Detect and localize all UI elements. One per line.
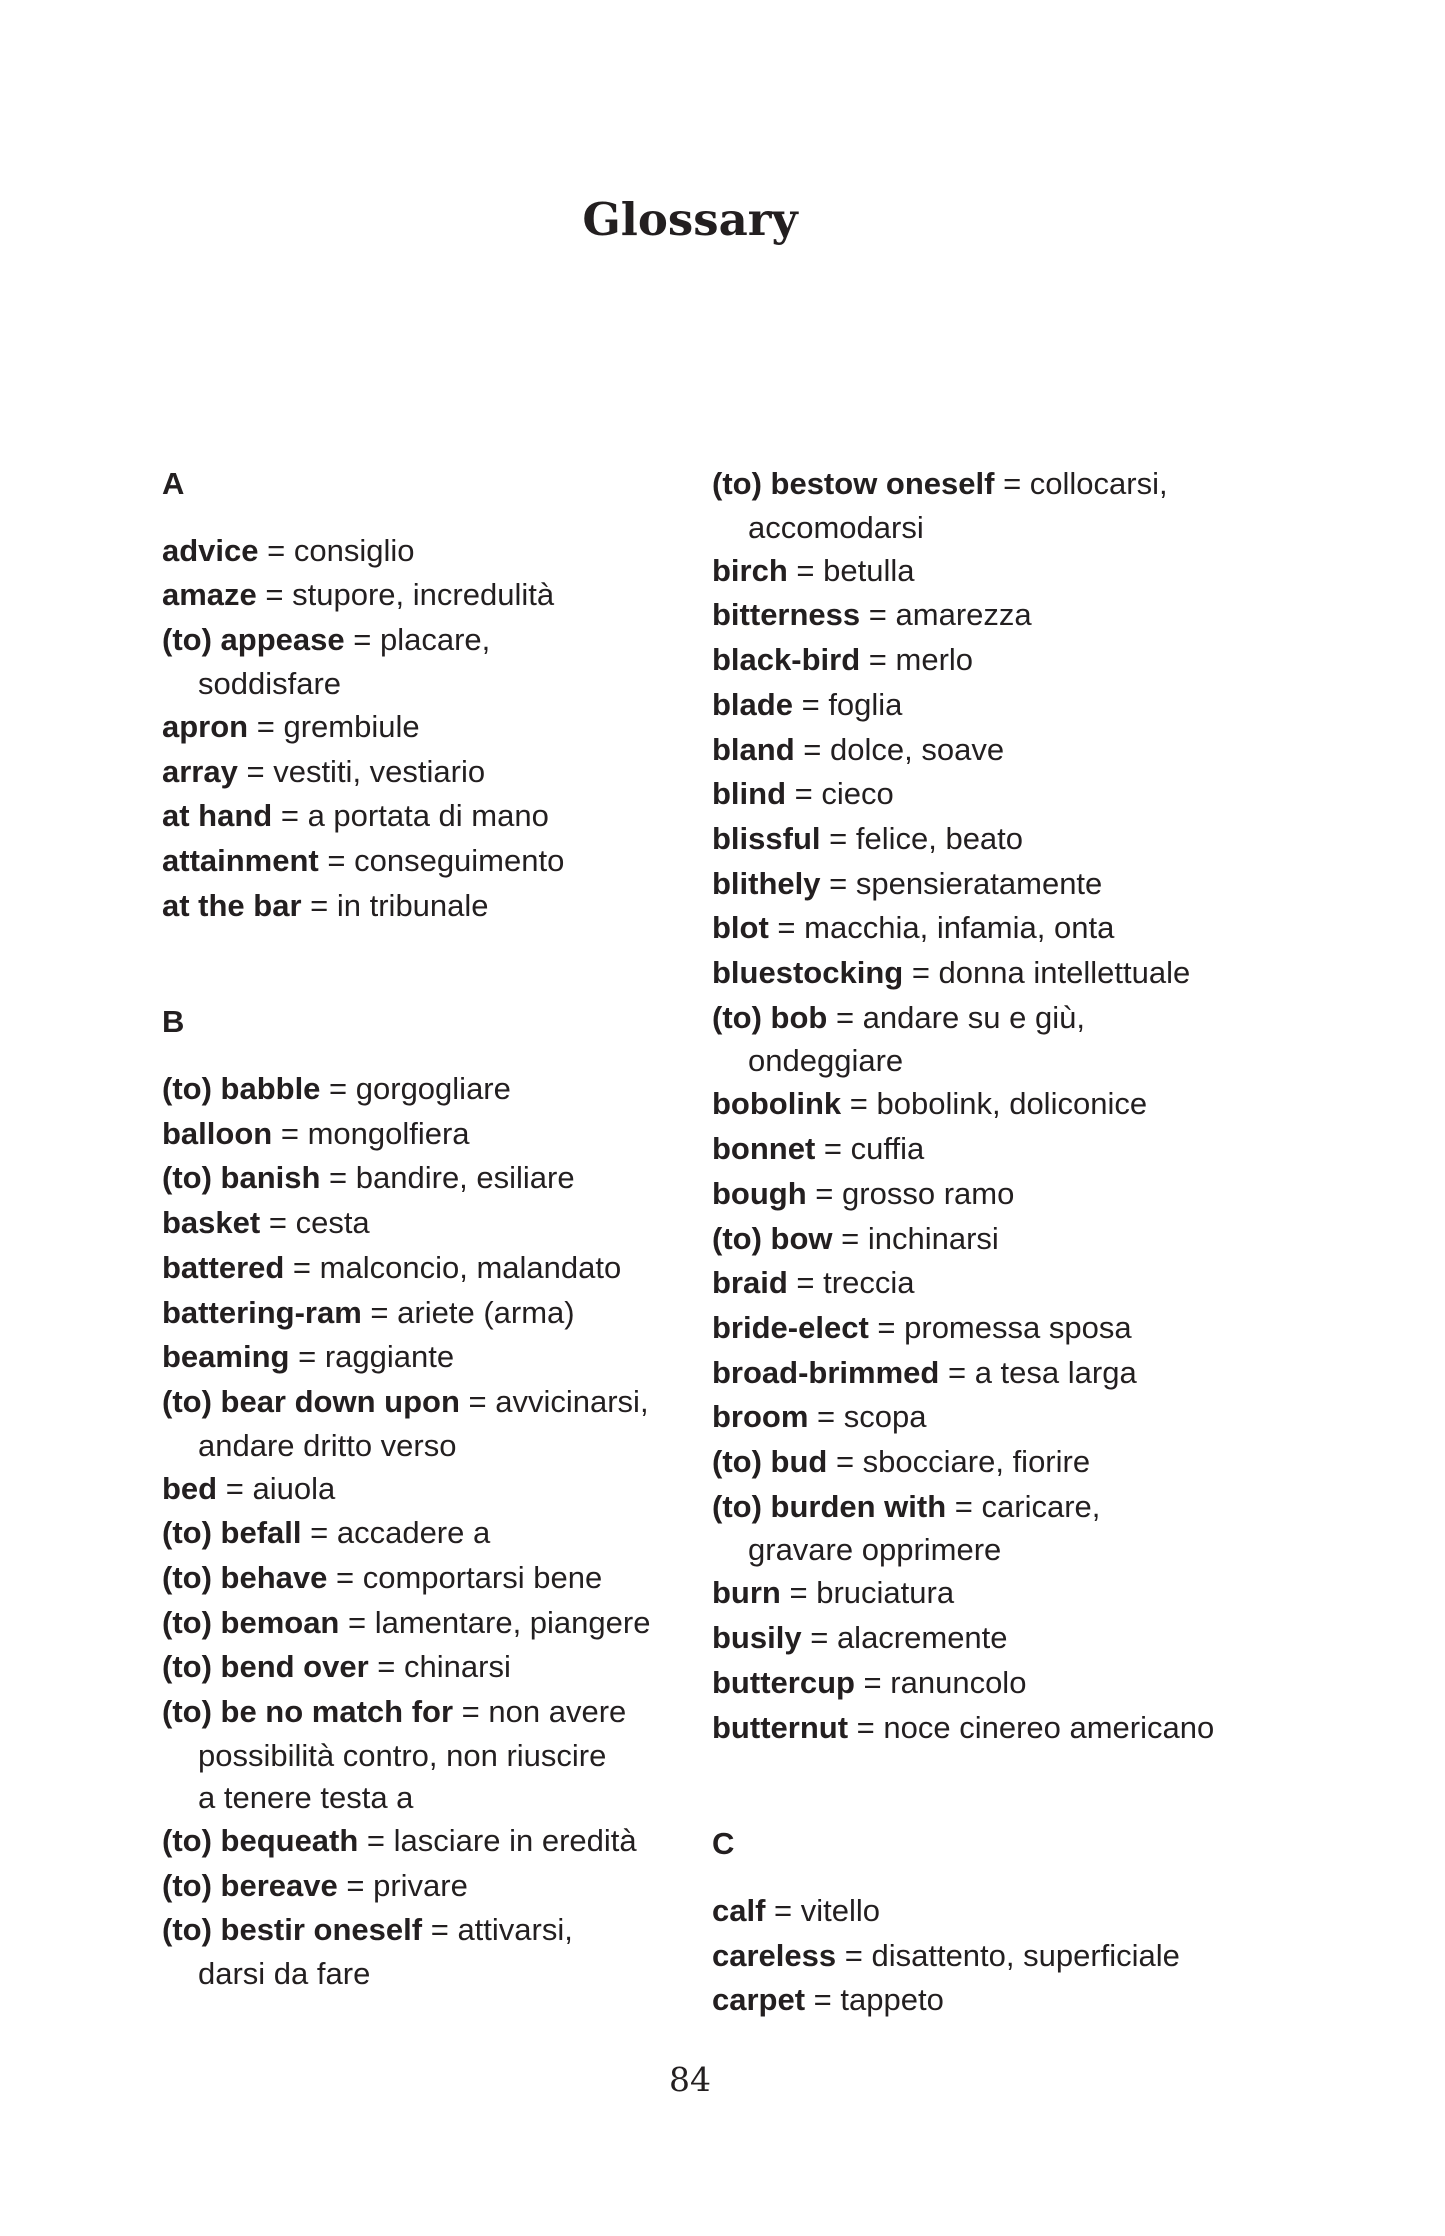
entry-definition-continued: a tenere testa a	[198, 1779, 414, 1815]
entry-term: bluestocking	[712, 955, 904, 991]
entry-definition: chinarsi	[404, 1649, 511, 1685]
glossary-entry: bluestocking = donna intellettuale	[712, 955, 1191, 991]
entry-term: broad-brimmed	[712, 1354, 940, 1390]
entry-term: (to) appease	[162, 622, 345, 658]
entry-term: bough	[712, 1175, 807, 1211]
glossary-column-right	[712, 462, 1312, 2023]
glossary-entry: birch = betulla	[712, 552, 915, 588]
glossary-entry: (to) behave = comportarsi bene	[162, 1560, 603, 1596]
glossary-entry: butternut = noce cinereo americano	[712, 1709, 1215, 1745]
glossary-entry: at the bar = in tribunale	[162, 887, 489, 923]
entry-definition-continued: soddisfare	[198, 665, 342, 701]
entry-definition: ranuncolo	[890, 1664, 1027, 1700]
glossary-entry: battering-ram = ariete (arma)	[162, 1294, 575, 1330]
glossary-entry: (to) bereave = privare	[162, 1867, 468, 1903]
entry-definition: non avere	[488, 1694, 627, 1730]
glossary-entry: bobolink = bobolink, doliconice	[712, 1086, 1148, 1122]
entry-term: butternut	[712, 1709, 849, 1745]
entry-term: calf	[712, 1892, 766, 1928]
entry-term: battered	[162, 1249, 285, 1285]
entry-definition: aiuola	[252, 1470, 336, 1506]
entry-term: attainment	[162, 842, 319, 878]
entry-definition: collocarsi,	[1029, 466, 1168, 501]
entry-term: at the bar	[162, 887, 302, 923]
glossary-entry: (to) befall = accadere a	[162, 1515, 491, 1551]
entry-term: (to) bend over	[162, 1649, 369, 1685]
entry-definition: cuffia	[850, 1131, 925, 1167]
glossary-entry: (to) bud = sbocciare, fiorire	[712, 1444, 1091, 1480]
entry-definition: gorgogliare	[355, 1071, 511, 1106]
entry-definition: attivarsi,	[457, 1912, 573, 1948]
entry-term: (to) bemoan	[162, 1604, 340, 1640]
entry-definition: disattento, superficiale	[871, 1937, 1180, 1973]
entry-definition: avvicinarsi,	[495, 1383, 649, 1419]
entry-definition: in tribunale	[336, 887, 489, 923]
entry-definition-continued: darsi da fare	[198, 1955, 371, 1991]
entry-definition: privare	[373, 1867, 468, 1903]
entry-term: (to) bob	[712, 999, 828, 1035]
entry-definition: merlo	[895, 642, 974, 678]
entry-definition: vitello	[800, 1892, 881, 1928]
entry-definition: scopa	[843, 1399, 927, 1435]
page-number: 84	[669, 2060, 711, 2099]
entry-definition: bobolink, doliconice	[876, 1086, 1148, 1122]
entry-term: (to) burden with	[712, 1488, 947, 1524]
entry-term: birch	[712, 552, 788, 588]
entry-definition: sbocciare, fiorire	[862, 1444, 1091, 1480]
glossary-entry: amaze = stupore, incredulità	[162, 577, 555, 613]
entry-definition-continued: ondeggiare	[748, 1043, 904, 1079]
entry-term: busily	[712, 1620, 802, 1656]
glossary-entry: (to) bob = andare su e giù, ondeggiare	[712, 996, 1312, 1083]
entry-term: battering-ram	[162, 1294, 362, 1330]
entry-definition: macchia, infamia, onta	[804, 910, 1115, 946]
glossary-entry: bough = grosso ramo	[712, 1175, 1015, 1211]
entry-definition: placare,	[379, 622, 491, 658]
section-gap	[162, 928, 682, 1000]
entry-definition: alacremente	[836, 1620, 1008, 1656]
glossary-entry: array = vestiti, vestiario	[162, 753, 486, 789]
entry-definition: mongolfiera	[307, 1115, 470, 1151]
entry-term: bonnet	[712, 1131, 816, 1167]
glossary-entry: beaming = raggiante	[162, 1339, 455, 1375]
glossary-entry: busily = alacremente	[712, 1620, 1008, 1656]
glossary-entry: advice = consiglio	[162, 532, 415, 568]
entry-term: advice	[162, 532, 259, 568]
entry-term: (to) bereave	[162, 1867, 338, 1903]
entry-term: blade	[712, 686, 793, 722]
entry-term: (to) behave	[162, 1560, 328, 1596]
entry-definition: spensieratamente	[855, 865, 1103, 901]
entry-term: blind	[712, 776, 787, 812]
entry-definition: accadere a	[336, 1515, 491, 1551]
glossary-entry: (to) burden with = caricare, gravare opprimere	[712, 1485, 1312, 1572]
entry-term: (to) babble	[162, 1071, 321, 1106]
glossary-entry: braid = treccia	[712, 1265, 915, 1301]
glossary-entry: balloon = mongolfiera	[162, 1115, 470, 1151]
entry-definition: betulla	[823, 552, 915, 588]
entry-definition: a tesa larga	[974, 1354, 1137, 1390]
page-title: Glossary	[582, 193, 798, 247]
entry-definition: comportarsi bene	[362, 1560, 603, 1596]
entry-definition: a portata di mano	[307, 798, 549, 834]
entry-definition: foglia	[828, 686, 903, 722]
entry-term: (to) befall	[162, 1515, 302, 1551]
glossary-entry: black-bird = merlo	[712, 642, 974, 678]
section-gap	[712, 1750, 1312, 1822]
entry-definition: vestiti, vestiario	[273, 753, 486, 789]
glossary-entry: blithely = spensieratamente	[712, 865, 1103, 901]
section-letter: C	[712, 1826, 735, 1862]
glossary-entry: bride-elect = promessa sposa	[712, 1309, 1132, 1345]
entry-definition: treccia	[823, 1265, 915, 1301]
entry-term: amaze	[162, 577, 257, 613]
glossary-entry: attainment = conseguimento	[162, 842, 565, 878]
entry-definition: malconcio, malandato	[319, 1249, 622, 1285]
entry-term: broom	[712, 1399, 809, 1435]
entry-term: apron	[162, 708, 249, 744]
glossary-entry: careless = disattento, superficiale	[712, 1937, 1180, 1973]
entry-definition: felice, beato	[855, 820, 1024, 856]
glossary-entry: (to) bow = inchinarsi	[712, 1220, 999, 1256]
entry-term: (to) bear down upon	[162, 1383, 460, 1419]
entry-definition-continued: accomodarsi	[748, 509, 924, 545]
glossary-entry: blade = foglia	[712, 686, 903, 722]
glossary-entry: bonnet = cuffia	[712, 1131, 925, 1167]
entry-definition: conseguimento	[354, 842, 565, 878]
entry-definition: promessa sposa	[904, 1309, 1132, 1345]
entry-definition: cieco	[821, 776, 894, 812]
entry-definition: consiglio	[293, 532, 415, 568]
section-letter: B	[162, 1004, 185, 1040]
entry-term: (to) bud	[712, 1444, 828, 1480]
entry-term: at hand	[162, 798, 273, 834]
entry-term: (to) bequeath	[162, 1822, 359, 1858]
entry-definition: donna intellettuale	[938, 955, 1191, 991]
glossary-entry: (to) bemoan = lamentare, piangere	[162, 1604, 651, 1640]
glossary-entry: (to) bestow oneself = collocarsi, accomodarsi	[712, 462, 1312, 549]
entry-definition: stupore, incredulità	[292, 577, 555, 613]
glossary-entry: blot = macchia, infamia, onta	[712, 910, 1115, 946]
glossary-entry: (to) babble = gorgogliare	[162, 1071, 511, 1106]
glossary-entry: blissful = felice, beato	[712, 820, 1024, 856]
entry-term: beaming	[162, 1339, 290, 1375]
entry-term: bland	[712, 731, 795, 767]
entry-term: careless	[712, 1937, 837, 1973]
entry-term: (to) bestow oneself	[712, 466, 995, 501]
entry-definition: dolce, soave	[830, 731, 1005, 767]
entry-definition-continued: andare dritto verso	[198, 1427, 457, 1463]
entry-definition: amarezza	[895, 597, 1032, 633]
entry-term: buttercup	[712, 1664, 855, 1700]
entry-term: (to) bow	[712, 1220, 833, 1256]
glossary-entry: calf = vitello	[712, 1892, 881, 1928]
entry-term: balloon	[162, 1115, 273, 1151]
entry-definition: grosso ramo	[842, 1175, 1015, 1211]
glossary-entry: (to) bequeath = lasciare in eredità	[162, 1822, 637, 1858]
entry-definition: tappeto	[840, 1982, 944, 2018]
glossary-entry: (to) bear down upon = avvicinarsi, andare dritto verso	[162, 1380, 682, 1467]
glossary-entry: bland = dolce, soave	[712, 731, 1005, 767]
glossary-entry: (to) bestir oneself = attivarsi, darsi da fare	[162, 1908, 682, 1995]
glossary-entry: basket = cesta	[162, 1205, 370, 1241]
entry-term: (to) be no match for	[162, 1694, 454, 1730]
entry-term: blithely	[712, 865, 821, 901]
entry-definition: cesta	[295, 1205, 370, 1241]
entry-definition: ariete (arma)	[397, 1294, 575, 1330]
glossary-entry: broom = scopa	[712, 1399, 927, 1435]
entry-definition: lamentare, piangere	[374, 1604, 651, 1640]
glossary-entry: apron = grembiule	[162, 708, 420, 744]
entry-term: carpet	[712, 1982, 806, 2018]
glossary-entry: at hand = a portata di mano	[162, 798, 549, 834]
glossary-entry: (to) banish = bandire, esiliare	[162, 1160, 575, 1196]
glossary-entry: buttercup = ranuncolo	[712, 1664, 1027, 1700]
glossary-column-left	[162, 462, 682, 1995]
entry-definition: raggiante	[324, 1339, 455, 1375]
entry-term: basket	[162, 1205, 261, 1241]
glossary-entry: (to) appease = placare, soddisfare	[162, 618, 682, 705]
glossary-entry: burn = bruciatura	[712, 1575, 955, 1611]
entry-definition: andare su e giù,	[862, 999, 1085, 1035]
entry-definition: noce cinereo americano	[883, 1709, 1215, 1745]
entry-definition: inchinarsi	[867, 1220, 999, 1256]
entry-definition: caricare,	[981, 1488, 1101, 1524]
entry-term: array	[162, 753, 238, 789]
entry-term: blot	[712, 910, 769, 946]
entry-term: black-bird	[712, 642, 861, 678]
glossary-entry: broad-brimmed = a tesa larga	[712, 1354, 1137, 1390]
glossary-entry: battered = malconcio, malandato	[162, 1249, 622, 1285]
entry-term: bride-elect	[712, 1309, 869, 1345]
entry-term: (to) bestir oneself	[162, 1912, 423, 1948]
entry-definition: lasciare in eredità	[393, 1822, 637, 1858]
entry-term: blissful	[712, 820, 821, 856]
glossary-entry: bed = aiuola	[162, 1470, 336, 1506]
glossary-entry: carpet = tappeto	[712, 1982, 944, 2018]
entry-definition-continued: gravare opprimere	[748, 1532, 1002, 1568]
glossary-entry: bitterness = amarezza	[712, 597, 1032, 633]
glossary-entry: blind = cieco	[712, 776, 894, 812]
glossary-entry: (to) be no match for = non avere possibilità contro, non riuscire a tenere testa a	[162, 1690, 682, 1819]
entry-definition-continued: possibilità contro, non riuscire	[198, 1737, 607, 1773]
entry-term: bobolink	[712, 1086, 842, 1122]
entry-term: braid	[712, 1265, 788, 1301]
glossary-entry: (to) bend over = chinarsi	[162, 1649, 511, 1685]
entry-definition: bruciatura	[816, 1575, 955, 1611]
entry-term: bed	[162, 1470, 218, 1506]
entry-term: bitterness	[712, 597, 861, 633]
entry-term: burn	[712, 1575, 781, 1611]
section-letter: A	[162, 466, 185, 501]
entry-definition: bandire, esiliare	[355, 1160, 575, 1196]
entry-definition: grembiule	[283, 708, 420, 744]
entry-term: (to) banish	[162, 1160, 321, 1196]
